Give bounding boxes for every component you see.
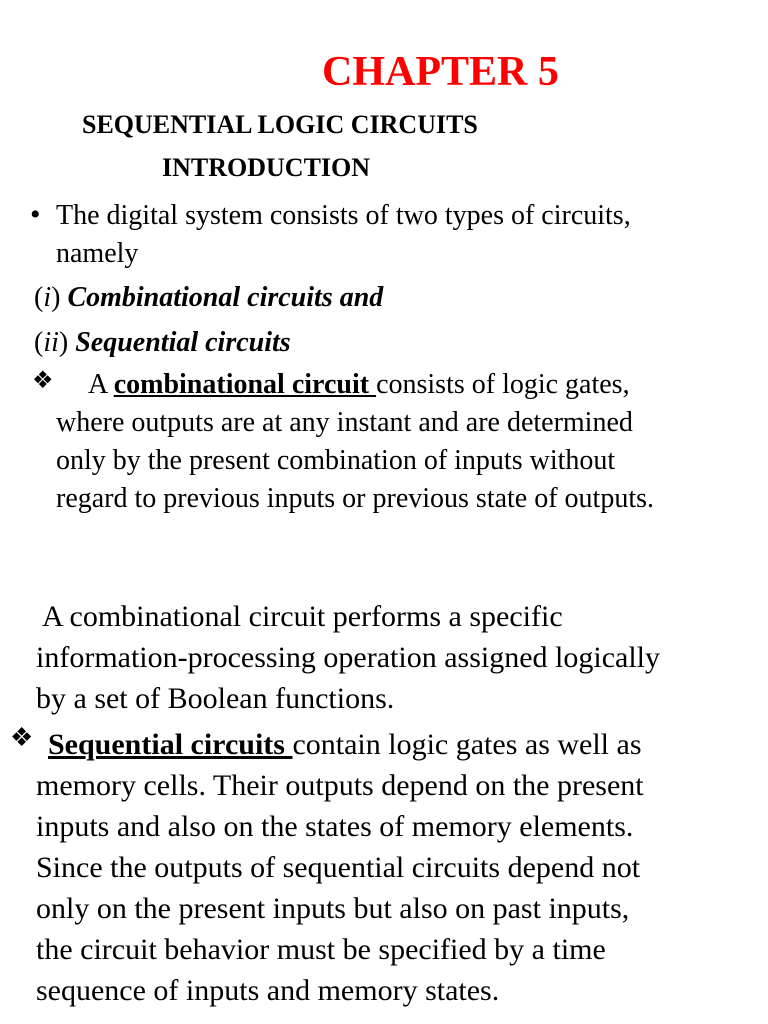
definition-first-line [36,724,644,765]
option-paren: ( [34,282,44,313]
option-label: Sequential circuits [68,327,291,358]
option-combinational [34,279,383,317]
paragraph-line [36,596,660,637]
paragraph-line-text: A combinational circuit performs a specific [42,600,563,633]
diamond-bullet-icon: ❖ [32,368,54,394]
definition-line: where outputs are at any instant and are determined [56,407,633,438]
option-numeral: ii [43,327,59,358]
bullet-line: namely [56,238,139,269]
term-combinational-circuit: combinational circuit [113,369,377,400]
bullet-icon: • [30,198,41,231]
combinational-paragraph [36,596,660,719]
option-paren: ) [58,327,69,358]
sequential-definition [36,724,644,1011]
definition-line: only on the present inputs but also on past inputs, [36,892,630,925]
definition-line: Since the outputs of sequential circuits depend not [36,851,641,884]
definition-line: only by the present combination of inputs without [56,445,616,476]
diamond-bullet-icon: ❖ [10,723,34,752]
chapter-title: CHAPTER 5 [322,49,559,95]
paragraph-line: by a set of Boolean functions. [36,682,395,715]
text-prefix: A [88,369,114,400]
option-label: Combinational circuits and [60,282,384,313]
option-paren: ( [34,327,44,358]
option-numeral: i [43,282,52,313]
option-paren: ) [51,282,61,313]
bullet-paragraph [56,197,631,273]
bullet-line: The digital system consists of two types of circuits, [56,200,631,231]
definition-line: the circuit behavior must be specified by a time [36,933,606,966]
text-rest: consists of logic gates, [376,369,630,400]
term-sequential-circuits: Sequential circuits [48,728,293,761]
text-rest: contain logic gates as well as [292,728,642,761]
chapter-subtitle: SEQUENTIAL LOGIC CIRCUITS [82,110,478,139]
definition-line: regard to previous inputs or previous state of outputs. [56,483,655,514]
section-heading: INTRODUCTION [162,153,371,182]
definition-line: inputs and also on the states of memory elements. [36,810,634,843]
option-sequential [34,324,291,362]
definition-line: memory cells. Their outputs depend on the present [36,769,644,802]
definition-line: sequence of inputs and memory states. [36,974,500,1007]
definition-first-line [56,366,654,404]
combinational-definition [56,366,654,518]
paragraph-line: information-processing operation assigned logically [36,641,661,674]
